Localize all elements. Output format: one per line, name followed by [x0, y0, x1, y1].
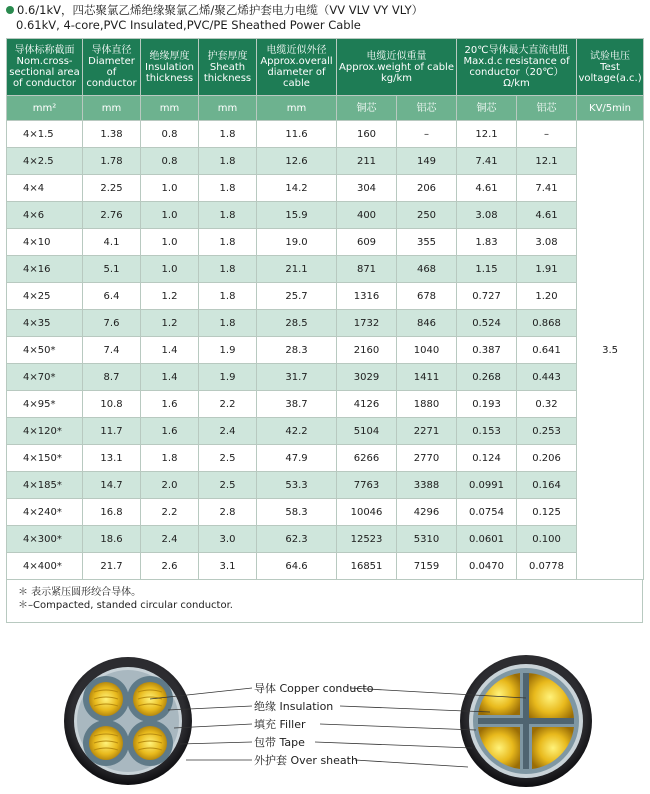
unit-weight-copper: 铜芯: [337, 96, 397, 121]
table-cell: 0.125: [517, 499, 577, 526]
table-cell: 0.868: [517, 310, 577, 337]
col-diameter: 导体直径 Diameter of conductor: [83, 39, 141, 96]
units-row: [7, 96, 644, 121]
table-cell: 31.7: [257, 364, 337, 391]
cell-section: 4×240*: [7, 499, 83, 526]
table-cell: 1411: [397, 364, 457, 391]
page-header: [6, 3, 646, 33]
table-cell: 0.253: [517, 418, 577, 445]
table-cell: 12.1: [457, 121, 517, 148]
table-cell: 0.268: [457, 364, 517, 391]
table-cell: 64.6: [257, 553, 337, 580]
table-cell: 2770: [397, 445, 457, 472]
table-cell: 3.08: [457, 202, 517, 229]
table-cell: 1.8: [199, 148, 257, 175]
table-cell: 6266: [337, 445, 397, 472]
unit-resistance-aluminium: 铝芯: [517, 96, 577, 121]
table-cell: 871: [337, 256, 397, 283]
table-cell: 2.76: [83, 202, 141, 229]
table-cell: 1.9: [199, 337, 257, 364]
table-cell: 11.7: [83, 418, 141, 445]
col-weight: 电缆近似重量 Approx.weight of cable kg/km: [337, 39, 457, 96]
cell-test-voltage: 3.5: [577, 121, 644, 580]
table-cell: 609: [337, 229, 397, 256]
table-cell: 0.387: [457, 337, 517, 364]
table-cell: 0.124: [457, 445, 517, 472]
table-cell: 149: [397, 148, 457, 175]
table-row: [7, 148, 644, 175]
table-cell: 4296: [397, 499, 457, 526]
cell-section: 4×50*: [7, 337, 83, 364]
table-cell: 10046: [337, 499, 397, 526]
table-cell: 42.2: [257, 418, 337, 445]
table-cell: 0.8: [141, 148, 199, 175]
table-cell: 0.206: [517, 445, 577, 472]
table-cell: 58.3: [257, 499, 337, 526]
table-cell: 0.0601: [457, 526, 517, 553]
table-cell: 0.100: [517, 526, 577, 553]
table-cell: 15.9: [257, 202, 337, 229]
table-cell: 7.41: [517, 175, 577, 202]
table-cell: 2.25: [83, 175, 141, 202]
table-cell: 678: [397, 283, 457, 310]
col-resistance: 20℃导体最大直流电阻 Max.d.c resistance of conductor（20℃） Ω/km: [457, 39, 577, 96]
table-cell: 0.193: [457, 391, 517, 418]
table-cell: 1880: [397, 391, 457, 418]
table-cell: 1.8: [199, 256, 257, 283]
cell-section: 4×35: [7, 310, 83, 337]
note-cn: ＊ 表示紧压圆形绞合导体。: [18, 587, 142, 598]
table-row: [7, 364, 644, 391]
diagram-svg: [60, 652, 600, 790]
cell-section: 4×1.5: [7, 121, 83, 148]
table-cell: 3.1: [199, 553, 257, 580]
cell-section: 4×120*: [7, 418, 83, 445]
table-cell: 355: [397, 229, 457, 256]
table-cell: 16.8: [83, 499, 141, 526]
cell-section: 4×25: [7, 283, 83, 310]
table-cell: 0.727: [457, 283, 517, 310]
table-cell: 2.4: [141, 526, 199, 553]
table-cell: 1.38: [83, 121, 141, 148]
table-cell: 13.1: [83, 445, 141, 472]
table-cell: 2.8: [199, 499, 257, 526]
table-cell: 0.0754: [457, 499, 517, 526]
table-row: [7, 310, 644, 337]
label-over-sheath: 外护套 Over sheath: [254, 754, 358, 767]
cell-section: 4×2.5: [7, 148, 83, 175]
table-row: [7, 229, 644, 256]
table-cell: 211: [337, 148, 397, 175]
col-nom-section: 导体标称截面 Nom.cross-sectional area of conductor: [7, 39, 83, 96]
label-insulation: 绝缘 Insulation: [254, 700, 334, 713]
table-row: [7, 418, 644, 445]
table-cell: 1040: [397, 337, 457, 364]
table-cell: 0.8: [141, 121, 199, 148]
table-cell: 846: [397, 310, 457, 337]
leader-filler-right: [320, 724, 476, 730]
table-cell: 1.8: [199, 283, 257, 310]
table-cell: 7159: [397, 553, 457, 580]
table-cell: 2.5: [199, 472, 257, 499]
unit-insulation: mm: [141, 96, 199, 121]
unit-weight-aluminium: 铝芯: [397, 96, 457, 121]
table-cell: 28.5: [257, 310, 337, 337]
table-cell: 7.41: [457, 148, 517, 175]
cell-section: 4×16: [7, 256, 83, 283]
leader-tape-right: [315, 742, 472, 748]
table-cell: 38.7: [257, 391, 337, 418]
title-en: 0.61kV, 4-core,PVC Insulated,PVC/PE Sheathed Power Cable: [16, 18, 361, 32]
label-tape: 包带 Tape: [254, 736, 305, 749]
unit-diameter: mm: [83, 96, 141, 121]
table-cell: 1.78: [83, 148, 141, 175]
table-cell: 1.9: [199, 364, 257, 391]
cell-section: 4×95*: [7, 391, 83, 418]
table-cell: 2.6: [141, 553, 199, 580]
table-cell: 0.0991: [457, 472, 517, 499]
notes: [18, 586, 233, 612]
table-cell: 4.61: [457, 175, 517, 202]
table-cell: 160: [337, 121, 397, 148]
table-row: [7, 526, 644, 553]
table-row: [7, 445, 644, 472]
table-cell: 304: [337, 175, 397, 202]
round-conductor-cable: [64, 657, 192, 785]
table-row: [7, 391, 644, 418]
table-cell: 14.2: [257, 175, 337, 202]
table-cell: 14.7: [83, 472, 141, 499]
table-cell: 1.8: [199, 121, 257, 148]
col-voltage: 试验电压 Test voltage(a.c.): [577, 39, 644, 96]
cell-section: 4×70*: [7, 364, 83, 391]
table-row: [7, 283, 644, 310]
cell-section: 4×185*: [7, 472, 83, 499]
table-cell: 8.7: [83, 364, 141, 391]
table-cell: 468: [397, 256, 457, 283]
table-cell: 47.9: [257, 445, 337, 472]
table-row: [7, 337, 644, 364]
table-cell: 1.4: [141, 337, 199, 364]
table-cell: 1.0: [141, 229, 199, 256]
table-cell: 1.8: [199, 310, 257, 337]
table-cell: 19.0: [257, 229, 337, 256]
table-cell: 206: [397, 175, 457, 202]
table-cell: 1.0: [141, 175, 199, 202]
unit-section: mm²: [7, 96, 83, 121]
table-cell: 2271: [397, 418, 457, 445]
cell-section: 4×6: [7, 202, 83, 229]
table-cell: 6.4: [83, 283, 141, 310]
table-cell: 1732: [337, 310, 397, 337]
leader-tape-left: [180, 742, 252, 744]
table-row: [7, 499, 644, 526]
table-row: [7, 256, 644, 283]
table-cell: 0.0778: [517, 553, 577, 580]
col-overall: 电缆近似外径 Approx.overall diameter of cable: [257, 39, 337, 96]
header-row: [7, 39, 644, 96]
table-cell: 1.8: [199, 229, 257, 256]
leader-sheath-right: [355, 760, 468, 767]
table-cell: 1.0: [141, 202, 199, 229]
unit-overall: mm: [257, 96, 337, 121]
table-cell: 250: [397, 202, 457, 229]
unit-resistance-copper: 铜芯: [457, 96, 517, 121]
table-cell: 3029: [337, 364, 397, 391]
table-row: [7, 553, 644, 580]
cell-section: 4×4: [7, 175, 83, 202]
table-cell: 7.6: [83, 310, 141, 337]
table-row: [7, 175, 644, 202]
table-cell: 4126: [337, 391, 397, 418]
table-cell: 12523: [337, 526, 397, 553]
table-cell: 1.2: [141, 283, 199, 310]
table-cell: 1.83: [457, 229, 517, 256]
table-cell: 11.6: [257, 121, 337, 148]
table-cell: 16851: [337, 553, 397, 580]
table-cell: 0.524: [457, 310, 517, 337]
table-cell: 2.4: [199, 418, 257, 445]
unit-voltage: KV/5min: [577, 96, 644, 121]
table-cell: 21.1: [257, 256, 337, 283]
table-cell: 1.6: [141, 418, 199, 445]
table-cell: 2.5: [199, 445, 257, 472]
cell-section: 4×150*: [7, 445, 83, 472]
table-cell: 12.6: [257, 148, 337, 175]
table-cell: 0.32: [517, 391, 577, 418]
table-cell: 53.3: [257, 472, 337, 499]
table-cell: 3.08: [517, 229, 577, 256]
table-cell: 2160: [337, 337, 397, 364]
table-cell: 21.7: [83, 553, 141, 580]
label-conductor: 导体 Copper conducto: [254, 682, 374, 695]
table-cell: 1.8: [199, 175, 257, 202]
table-cell: 0.164: [517, 472, 577, 499]
cable-cross-section-diagram: [60, 652, 600, 790]
table-cell: 0.0470: [457, 553, 517, 580]
table-cell: 3388: [397, 472, 457, 499]
table-cell: 28.3: [257, 337, 337, 364]
table-cell: 7763: [337, 472, 397, 499]
table-cell: 4.1: [83, 229, 141, 256]
table-cell: 62.3: [257, 526, 337, 553]
table-cell: 7.4: [83, 337, 141, 364]
table-row: [7, 472, 644, 499]
table-cell: –: [517, 121, 577, 148]
table-cell: 1.2: [141, 310, 199, 337]
table-cell: 12.1: [517, 148, 577, 175]
table-cell: 2.2: [141, 499, 199, 526]
table-cell: 2.0: [141, 472, 199, 499]
table-cell: 0.641: [517, 337, 577, 364]
table-cell: 1316: [337, 283, 397, 310]
cell-section: 4×10: [7, 229, 83, 256]
table-cell: 25.7: [257, 283, 337, 310]
table-cell: 1.6: [141, 391, 199, 418]
table-cell: 1.91: [517, 256, 577, 283]
table-cell: 18.6: [83, 526, 141, 553]
title-cn: 0.6/1kV，四芯聚氯乙烯绝缘聚氯乙烯/聚乙烯护套电力电缆（VV VLV VY VLY）: [17, 3, 424, 17]
table-cell: 0.443: [517, 364, 577, 391]
unit-sheath: mm: [199, 96, 257, 121]
title-cn-line: [6, 3, 646, 18]
table-cell: 1.8: [199, 202, 257, 229]
table-cell: –: [397, 121, 457, 148]
table-cell: 1.0: [141, 256, 199, 283]
table-cell: 400: [337, 202, 397, 229]
cable-spec-table: [6, 38, 644, 580]
table-cell: 5.1: [83, 256, 141, 283]
table-cell: 4.61: [517, 202, 577, 229]
cell-section: 4×300*: [7, 526, 83, 553]
table-row: [7, 202, 644, 229]
col-sheath: 护套厚度 Sheath thickness: [199, 39, 257, 96]
note-en: ＊–Compacted, standed circular conductor.: [18, 600, 233, 611]
col-insulation: 绝缘厚度 Insulation thickness: [141, 39, 199, 96]
table-cell: 1.20: [517, 283, 577, 310]
cell-section: 4×400*: [7, 553, 83, 580]
table-body: [7, 121, 644, 580]
table-cell: 3.0: [199, 526, 257, 553]
table-cell: 1.8: [141, 445, 199, 472]
table-cell: 10.8: [83, 391, 141, 418]
label-filler: 填充 Filler: [254, 718, 306, 731]
table-cell: 2.2: [199, 391, 257, 418]
table-cell: 1.15: [457, 256, 517, 283]
table-row: [7, 121, 644, 148]
bullet-dot-icon: [6, 6, 14, 14]
table-cell: 5310: [397, 526, 457, 553]
table-cell: 0.153: [457, 418, 517, 445]
table-cell: 5104: [337, 418, 397, 445]
table-cell: 1.4: [141, 364, 199, 391]
sector-conductor-cable: [460, 655, 592, 787]
